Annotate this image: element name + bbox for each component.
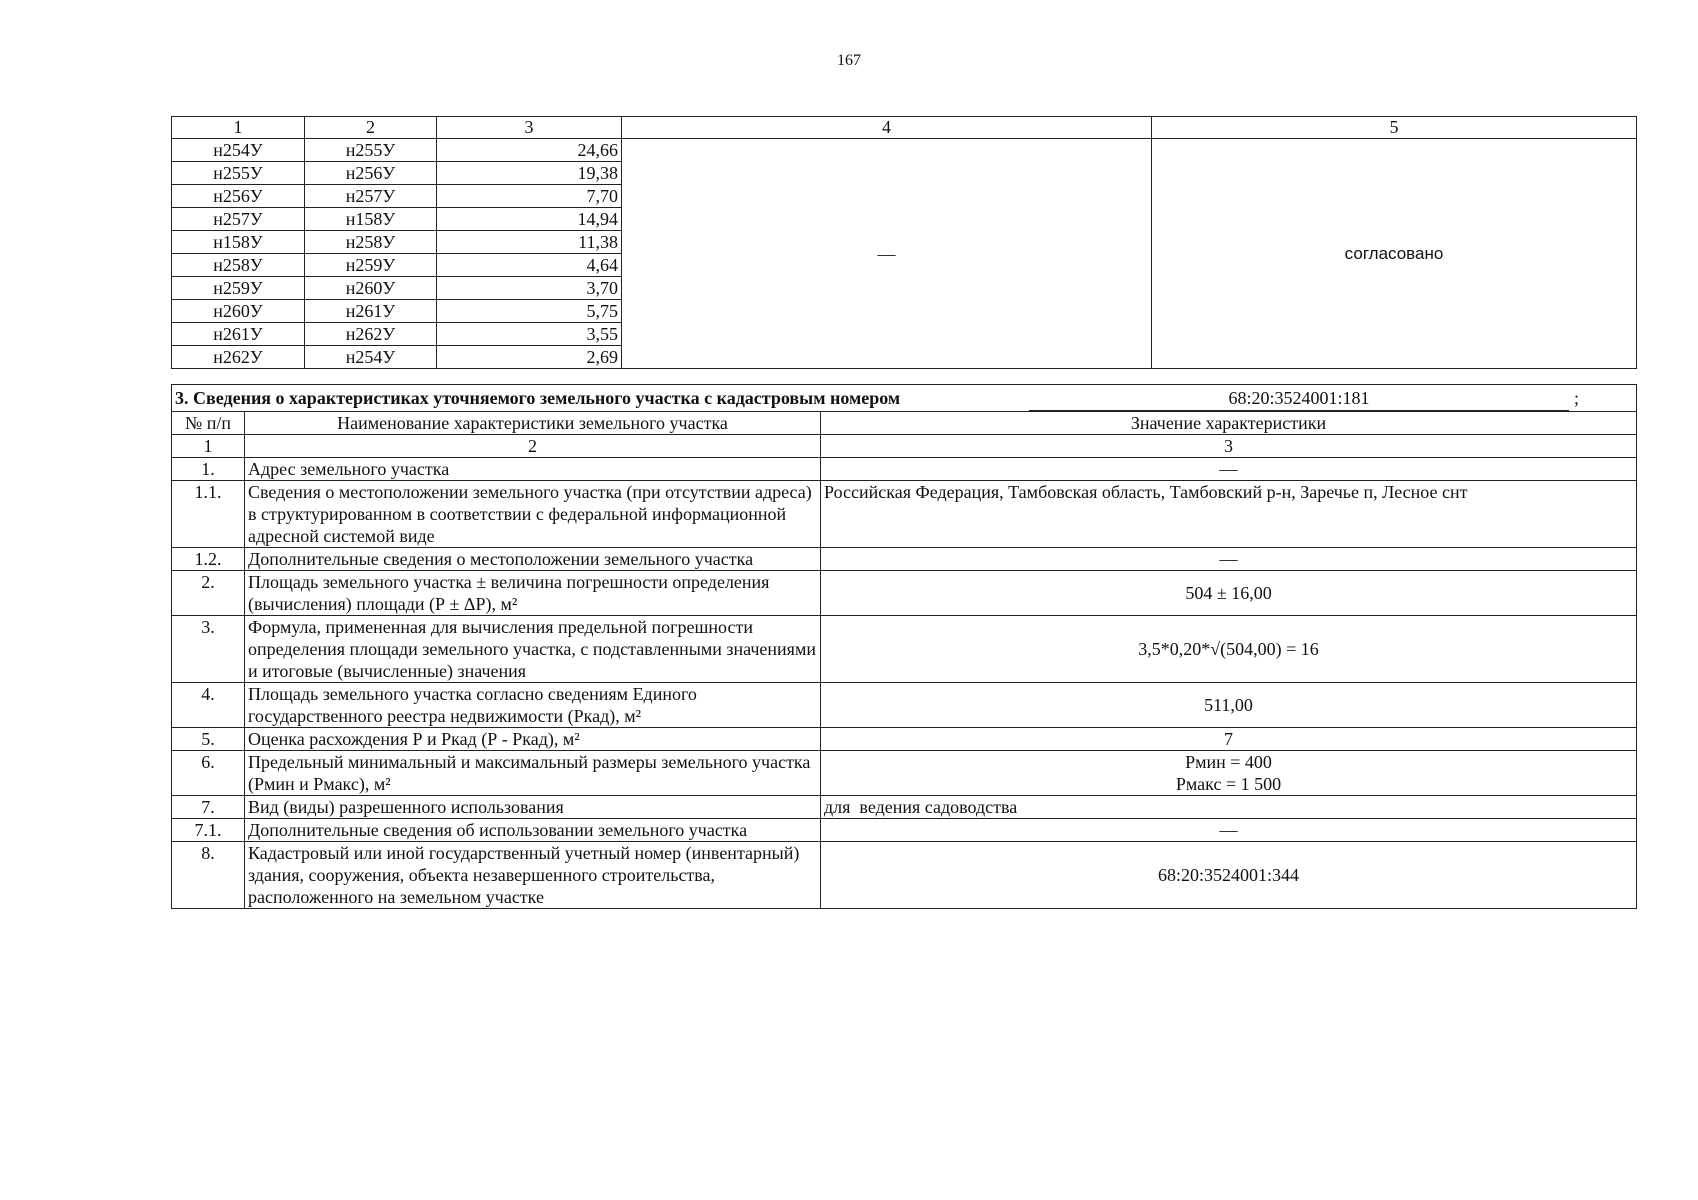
table-row bbox=[172, 139, 1637, 162]
point-from: н257У bbox=[172, 208, 305, 231]
characteristic-name: Дополнительные сведения о местоположении земельного участка bbox=[245, 548, 821, 571]
point-to: н257У bbox=[305, 185, 437, 208]
table-header-row bbox=[172, 117, 1637, 139]
table-header-row bbox=[172, 412, 1637, 435]
characteristic-name: Дополнительные сведения об использовании земельного участка bbox=[245, 819, 821, 842]
header-number: № п/п bbox=[172, 412, 245, 435]
characteristic-name: Оценка расхождения Р и Ркад (Р - Ркад), м² bbox=[245, 728, 821, 751]
point-to: н262У bbox=[305, 323, 437, 346]
approval-status: согласовано bbox=[1152, 139, 1637, 369]
characteristic-name: Предельный минимальный и максимальный размеры земельного участка (Рмин и Рмакс), м² bbox=[245, 751, 821, 796]
point-from: н262У bbox=[172, 346, 305, 369]
characteristic-value: — bbox=[821, 548, 1637, 571]
column-number: 1 bbox=[172, 117, 305, 139]
point-to: н254У bbox=[305, 346, 437, 369]
point-to: н260У bbox=[305, 277, 437, 300]
section-title: 3. Сведения о характеристиках уточняемого земельного участка с кадастровым номером bbox=[175, 388, 901, 408]
segment-length: 3,70 bbox=[437, 277, 622, 300]
column-number: 1 bbox=[172, 435, 245, 458]
column-number: 5 bbox=[1152, 117, 1637, 139]
boundary-segments-table bbox=[171, 116, 1637, 369]
point-to: н256У bbox=[305, 162, 437, 185]
characteristic-name: Адрес земельного участка bbox=[245, 458, 821, 481]
point-from: н259У bbox=[172, 277, 305, 300]
table-row bbox=[172, 842, 1637, 909]
characteristic-value-cell bbox=[821, 751, 1637, 796]
segment-length: 7,70 bbox=[437, 185, 622, 208]
point-from: н255У bbox=[172, 162, 305, 185]
table-row bbox=[172, 458, 1637, 481]
characteristic-name: Кадастровый или иной государственный учетный номер (инвентарный) здания, сооружения, объекта незавершенного строительства, расположенного на земельном участке bbox=[245, 842, 821, 909]
row-number: 5. bbox=[172, 728, 245, 751]
point-to: н259У bbox=[305, 254, 437, 277]
table-row bbox=[172, 819, 1637, 842]
point-from: н258У bbox=[172, 254, 305, 277]
characteristic-name: Сведения о местоположении земельного участка (при отсутствии адреса) в структурированном в соответствии с федеральной информационной адресной системой виде bbox=[245, 481, 821, 548]
segment-length: 11,38 bbox=[437, 231, 622, 254]
table-header-numbers-row bbox=[172, 435, 1637, 458]
segment-length: 3,55 bbox=[437, 323, 622, 346]
segment-length: 19,38 bbox=[437, 162, 622, 185]
point-to: н258У bbox=[305, 231, 437, 254]
point-from: н261У bbox=[172, 323, 305, 346]
page-number: 167 bbox=[837, 52, 861, 69]
row-number: 1.2. bbox=[172, 548, 245, 571]
segment-length: 4,64 bbox=[437, 254, 622, 277]
min-size-value: Рмин = 400 bbox=[1185, 752, 1272, 772]
characteristic-value: для ведения садоводства bbox=[821, 796, 1637, 819]
characteristic-value: 511,00 bbox=[821, 683, 1637, 728]
table-row bbox=[172, 616, 1637, 683]
characteristic-value: 504 ± 16,00 bbox=[821, 571, 1637, 616]
table-row bbox=[172, 548, 1637, 571]
segment-length: 5,75 bbox=[437, 300, 622, 323]
characteristics-table bbox=[171, 384, 1637, 909]
point-to: н255У bbox=[305, 139, 437, 162]
row-number: 1. bbox=[172, 458, 245, 481]
segment-length: 24,66 bbox=[437, 139, 622, 162]
characteristic-value: 7 bbox=[821, 728, 1637, 751]
row-number: 2. bbox=[172, 571, 245, 616]
column-number: 2 bbox=[245, 435, 821, 458]
characteristic-name: Вид (виды) разрешенного использования bbox=[245, 796, 821, 819]
point-from: н158У bbox=[172, 231, 305, 254]
characteristic-value: — bbox=[821, 458, 1637, 481]
section-title-cell bbox=[172, 385, 1637, 412]
row-number: 8. bbox=[172, 842, 245, 909]
column-number: 3 bbox=[821, 435, 1637, 458]
point-from: н254У bbox=[172, 139, 305, 162]
row-number: 6. bbox=[172, 751, 245, 796]
header-value: Значение характеристики bbox=[821, 412, 1637, 435]
characteristic-value: — bbox=[821, 819, 1637, 842]
characteristic-value: 68:20:3524001:344 bbox=[821, 842, 1637, 909]
row-number: 4. bbox=[172, 683, 245, 728]
column-number: 3 bbox=[437, 117, 622, 139]
row-number: 7. bbox=[172, 796, 245, 819]
table-row bbox=[172, 571, 1637, 616]
table-row bbox=[172, 728, 1637, 751]
row-number: 1.1. bbox=[172, 481, 245, 548]
characteristic-name: Формула, примененная для вычисления предельной погрешности определения площади земельного участка, с подставленными значениями и итоговые (вычисленные) значения bbox=[245, 616, 821, 683]
table-row bbox=[172, 796, 1637, 819]
row-number: 7.1. bbox=[172, 819, 245, 842]
cadastral-number: 68:20:3524001:181 bbox=[1029, 385, 1569, 411]
section-title-row bbox=[172, 385, 1637, 412]
column-number: 2 bbox=[305, 117, 437, 139]
table-row bbox=[172, 751, 1637, 796]
characteristic-value: 3,5*0,20*√(504,00) = 16 bbox=[821, 616, 1637, 683]
point-from: н260У bbox=[172, 300, 305, 323]
segment-length: 14,94 bbox=[437, 208, 622, 231]
point-from: н256У bbox=[172, 185, 305, 208]
point-to: н261У bbox=[305, 300, 437, 323]
column-number: 4 bbox=[622, 117, 1152, 139]
row-number: 3. bbox=[172, 616, 245, 683]
header-characteristic: Наименование характеристики земельного участка bbox=[245, 412, 821, 435]
table-row bbox=[172, 683, 1637, 728]
characteristic-value: Российская Федерация, Тамбовская область, Тамбовский р-н, Заречье п, Лесное снт bbox=[821, 481, 1637, 548]
characteristic-name: Площадь земельного участка согласно сведениям Единого государственного реестра недвижимости (Ркад), м² bbox=[245, 683, 821, 728]
characteristic-name: Площадь земельного участка ± величина погрешности определения (вычисления) площади (Р ± ΔР), м² bbox=[245, 571, 821, 616]
title-suffix: ; bbox=[1574, 388, 1580, 408]
table-row bbox=[172, 481, 1637, 548]
column-4-value: — bbox=[622, 139, 1152, 369]
segment-length: 2,69 bbox=[437, 346, 622, 369]
point-to: н158У bbox=[305, 208, 437, 231]
max-size-value: Рмакс = 1 500 bbox=[1175, 774, 1282, 794]
